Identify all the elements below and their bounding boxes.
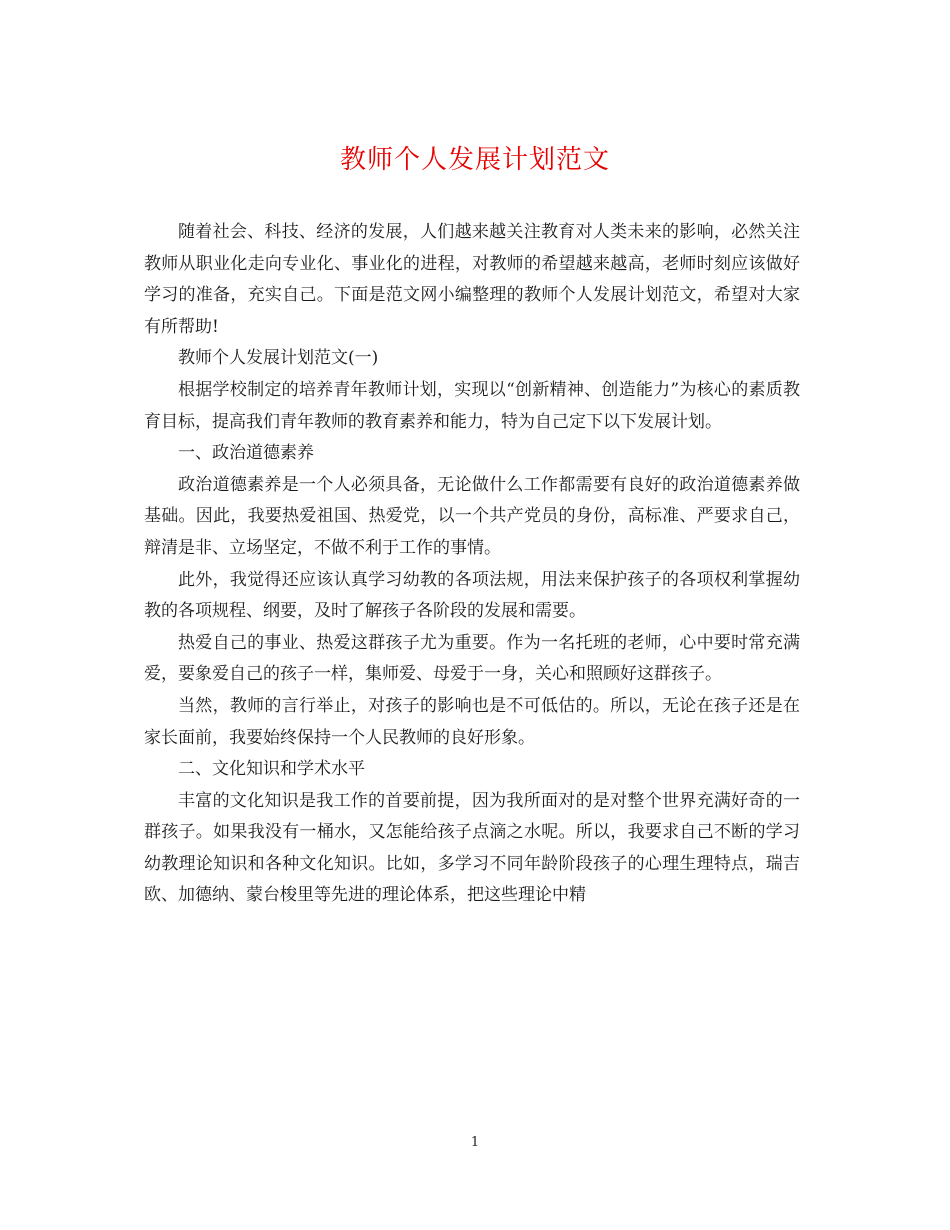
document-title: 教师个人发展计划范文 (339, 145, 610, 175)
paragraph: 随着社会、科技、经济的发展，人们越来越关注教育对人类未来的影响，必然关注教师从职业化走向专业化、事业化的进程，对教师的希望越来越高，老师时刻应该做好学习的准备，充实自己。下面是范文网小编整理的教师个人发展计划范文，希望对大家有所帮助! (144, 222, 800, 337)
page-number: 1 (470, 1135, 480, 1150)
paragraph: 此外，我觉得还应该认真学习幼教的各项法规，用法来保护孩子的各项权利掌握幼教的各项规程、纲要，及时了解孩子各阶段的发展和需要。 (144, 569, 800, 622)
section-heading: 教师个人发展计划范文(一) (178, 348, 379, 369)
paragraph: 热爱自己的事业、热爱这群孩子尤为重要。作为一名托班的老师，心中要时常充满爱，要象爱自己的孩子一样，集师爱、母爱于一身，关心和照顾好这群孩子。 (144, 632, 800, 685)
section-heading: 二、文化知识和学术水平 (178, 759, 365, 780)
paragraph: 当然，教师的言行举止，对孩子的影响也是不可低估的。所以，无论在孩子还是在家长面前，我要始终保持一个人民教师的良好形象。 (144, 695, 800, 748)
document-body (144, 217, 800, 912)
paragraph: 丰富的文化知识是我工作的首要前提，因为我所面对的是对整个世界充满好奇的一群孩子。如果我没有一桶水，又怎能给孩子点滴之水呢。所以，我要求自己不断的学习幼教理论知识和各种文化知识。比如，多学习不同年龄阶段孩子的心理生理特点，瑞吉欧、加德纳、蒙台梭里等先进的理论体系，把这些理论中精 (144, 790, 800, 906)
section-heading: 一、政治道德素养 (178, 443, 314, 464)
paragraph: 政治道德素养是一个人必须具备，无论做什么工作都需要有良好的政治道德素养做基础。因此，我要热爱祖国、热爱党，以一个共产党员的身份，高标准、严要求自己，辩清是非、立场坚定，不做不利于工作的事情。 (144, 474, 800, 558)
paragraph: 根据学校制定的培养青年教师计划，实现以“创新精神、创造能力”为核心的素质教育目标，提高我们青年教师的教育素养和能力，特为自己定下以下发展计划。 (144, 379, 800, 432)
